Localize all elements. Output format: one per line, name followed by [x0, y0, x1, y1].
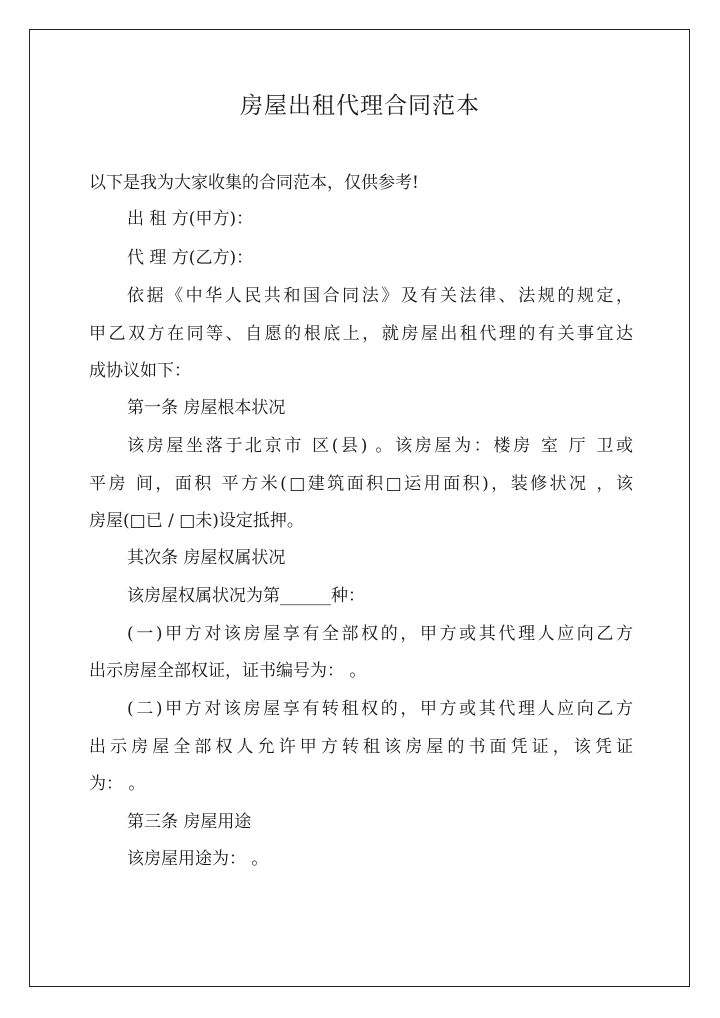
paragraph-line: 该房屋坐落于北京市 区(县) 。该房屋为：楼房 室 厅 卫或: [127, 436, 633, 456]
document-title: 房屋出租代理合同范本: [240, 93, 480, 119]
article-2-heading: 其次条 房屋权属状况: [127, 548, 286, 568]
article-1-heading: 第一条 房屋根本状况: [127, 398, 286, 418]
paragraph-line: 该房屋用途为： 。: [127, 849, 269, 869]
paragraph-line: 出示房屋全部权人允许甲方转租该房屋的书面凭证，该凭证: [89, 737, 633, 757]
paragraph-line: (一)甲方对该房屋享有全部权的，甲方或其代理人应向乙方: [127, 624, 633, 644]
paragraph-line: 平房 间，面积 平方米(□建筑面积□运用面积)，装修状况 ，该: [89, 474, 633, 494]
agent-line: 代 理 方(乙方)：: [127, 248, 254, 268]
article-3-heading: 第三条 房屋用途: [127, 812, 252, 832]
paragraph-line: 房屋(□已 / □未)设定抵押。: [89, 511, 304, 531]
lessor-line: 出 租 方(甲方)：: [127, 209, 254, 229]
paragraph-line: 甲乙双方在同等、自愿的根底上，就房屋出租代理的有关事宜达: [89, 324, 633, 344]
paragraph-line: 成协议如下：: [89, 361, 191, 381]
paragraph-line: 出示房屋全部权证，证书编号为： 。: [89, 661, 367, 681]
paragraph-line: (二)甲方对该房屋享有转租权的，甲方或其代理人应向乙方: [127, 699, 633, 719]
intro-line: 以下是我为大家收集的合同范本，仅供参考!: [89, 173, 419, 193]
paragraph-line: 依据《中华人民共和国合同法》及有关法律、法规的规定，: [127, 286, 633, 306]
paragraph-line: 该房屋权属状况为第______种：: [127, 586, 365, 606]
paragraph-line: 为： 。: [89, 774, 146, 794]
